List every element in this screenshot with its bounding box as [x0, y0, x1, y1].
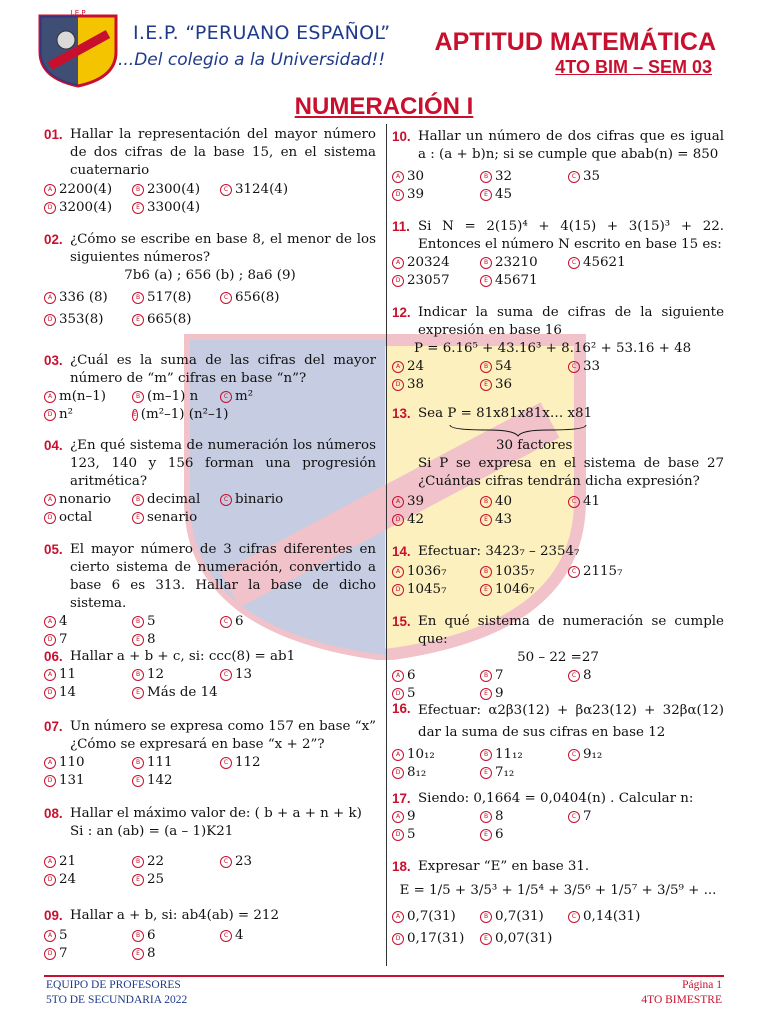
- question-text: Efectuar: α2β3(12) + βα23(12) + 32βα(12) dar la suma de sus cifras en base 12: [418, 703, 724, 740]
- footer-grade: 5TO DE SECUNDARIA 2022: [46, 994, 188, 1006]
- option-c-icon: C: [568, 911, 580, 923]
- question-number: 13.: [392, 406, 411, 421]
- option-a[interactable]: A 30: [392, 168, 480, 186]
- option-b[interactable]: B 0,7(31): [480, 908, 568, 926]
- option-a-icon: A: [392, 257, 404, 269]
- option-d[interactable]: D 7: [44, 631, 132, 649]
- option-b[interactable]: B 11₁₂: [480, 746, 568, 764]
- option-a-icon: A: [392, 811, 404, 823]
- option-d-icon: D: [44, 314, 56, 326]
- option-b[interactable]: B 22: [132, 853, 220, 871]
- question-04: [44, 437, 376, 527]
- brace-icon: [448, 423, 588, 437]
- option-d-icon: D: [392, 275, 404, 287]
- option-a-icon: A: [392, 749, 404, 761]
- option-b[interactable]: B 12: [132, 666, 220, 684]
- option-a-icon: A: [44, 292, 56, 304]
- option-d[interactable]: D 0,17(31): [392, 930, 480, 948]
- option-e-icon: E: [480, 829, 492, 841]
- question-text: Hallar la representación del mayor número de dos cifras de la base 15, en el sistema cuaternario: [70, 127, 376, 178]
- option-a-icon: A: [392, 911, 404, 923]
- option-e[interactable]: E (m²–1) (n²–1): [133, 407, 229, 422]
- option-d-icon: D: [392, 688, 404, 700]
- option-d-icon: D: [392, 829, 404, 841]
- option-d-icon: D: [44, 409, 56, 421]
- week-label: 4TO BIM – SEM 03: [555, 57, 712, 77]
- question-number: 04.: [44, 438, 63, 453]
- svg-text:I.E.P: I.E.P: [70, 9, 86, 17]
- option-d[interactable]: D 353(8): [44, 311, 132, 329]
- question-text: Efectuar: 3423₇ – 2354₇: [418, 544, 580, 559]
- question-number: 11.: [392, 219, 410, 234]
- option-a[interactable]: A 5: [44, 927, 132, 945]
- footer-bimester: 4TO BIMESTRE: [641, 994, 722, 1006]
- option-a-icon: A: [392, 361, 404, 373]
- question-math: E = 1/5 + 3/5³ + 1/5⁴ + 3/5⁶ + 1/5⁷ + 3/5⁹ + ...: [399, 883, 717, 898]
- option-b-icon: B: [132, 757, 144, 769]
- option-e[interactable]: E 7₁₂: [480, 764, 568, 782]
- option-e-icon: E: [480, 189, 492, 201]
- option-d-icon: D: [392, 767, 404, 779]
- option-b-icon: B: [480, 566, 492, 578]
- option-b[interactable]: B 8: [480, 808, 568, 826]
- option-b-icon: B: [132, 494, 144, 506]
- option-d[interactable]: D 14: [44, 684, 132, 702]
- option-b[interactable]: B 1035₇: [480, 563, 568, 581]
- option-e-icon: E: [480, 933, 492, 945]
- question-text: Siendo: 0,1664 = 0,0404(n) . Calcular n:: [418, 791, 694, 806]
- option-b-icon: B: [480, 911, 492, 923]
- option-c-icon: C: [220, 930, 232, 942]
- question-text: Hallar a + b, si: ab4(ab) = 212: [70, 908, 279, 923]
- option-a[interactable]: A 21: [44, 853, 132, 871]
- option-e[interactable]: E Más de 14: [132, 684, 220, 702]
- option-a[interactable]: A 11: [44, 666, 132, 684]
- option-c[interactable]: C 41: [568, 493, 688, 511]
- option-a[interactable]: A 110: [44, 754, 132, 772]
- question-text: ¿Cuál es la suma de las cifras del mayor número de “m” cifras en base “n”?: [70, 353, 376, 386]
- option-b-icon: B: [132, 391, 144, 403]
- option-e-icon: E: [132, 314, 144, 326]
- option-b-icon: B: [480, 257, 492, 269]
- question-02: [44, 231, 376, 329]
- question-math: P = 6.16⁵ + 43.16³ + 8.16² + 53.16 + 48: [414, 341, 692, 356]
- option-c-icon: C: [220, 391, 232, 403]
- option-e[interactable]: E 43: [480, 511, 568, 529]
- option-b-icon: B: [132, 669, 144, 681]
- question-number: 07.: [44, 719, 63, 734]
- footer-divider: [44, 975, 724, 977]
- question-03: [44, 352, 376, 424]
- option-b-icon: B: [132, 184, 144, 196]
- option-d[interactable]: D 8₁₂: [392, 764, 480, 782]
- option-c-icon: C: [220, 856, 232, 868]
- option-b-icon: B: [480, 171, 492, 183]
- option-a-icon: A: [392, 171, 404, 183]
- option-d[interactable]: D 23057: [392, 272, 480, 290]
- option-a-icon: A: [44, 391, 56, 403]
- question-text: ¿En qué sistema de numeración los números 123, 140 y 156 forman una progresión aritmética?: [70, 438, 376, 489]
- school-name: I.E.P. “PERUANO ESPAÑOL”: [133, 22, 391, 44]
- option-a-icon: A: [44, 930, 56, 942]
- option-e-icon: E: [132, 874, 144, 886]
- option-c[interactable]: C 7: [568, 808, 688, 826]
- option-a[interactable]: A 0,7(31): [392, 908, 480, 926]
- option-c-icon: C: [568, 496, 580, 508]
- question-11: [392, 218, 724, 290]
- option-b[interactable]: B 517(8): [132, 289, 220, 307]
- question-12: [392, 304, 724, 394]
- option-a-icon: A: [44, 184, 56, 196]
- footer-page: Página 1: [682, 979, 722, 991]
- option-e-icon: E: [480, 688, 492, 700]
- option-c[interactable]: C 4: [220, 927, 340, 945]
- option-e-icon: E: [132, 409, 138, 421]
- option-a-icon: A: [392, 566, 404, 578]
- option-e[interactable]: E 45671: [480, 272, 568, 290]
- option-d-icon: D: [44, 512, 56, 524]
- option-a-icon: A: [44, 856, 56, 868]
- question-math: 50 – 22 =27: [517, 650, 599, 665]
- option-a[interactable]: A 24: [392, 358, 480, 376]
- option-c-icon: C: [220, 757, 232, 769]
- option-d[interactable]: D 1045₇: [392, 581, 480, 599]
- question-text: El mayor número de 3 cifras diferentes en cierto sistema de numeración, convertido a base 6 es 313. Hallar la base de dicho sistema.: [70, 542, 376, 611]
- option-b-icon: B: [132, 292, 144, 304]
- question-09: [44, 907, 376, 963]
- option-d-icon: D: [44, 687, 56, 699]
- option-c[interactable]: C 6: [220, 613, 340, 631]
- question-text: Indicar la suma de cifras de la siguiente expresión en base 16: [418, 305, 724, 338]
- option-d[interactable]: D 3200(4): [44, 199, 132, 217]
- question-14: [392, 543, 724, 599]
- option-d-icon: D: [392, 379, 404, 391]
- question-text: Expresar “E” en base 31.: [418, 859, 590, 874]
- option-d[interactable]: D 7: [44, 945, 132, 963]
- option-b-icon: B: [132, 930, 144, 942]
- option-d[interactable]: D 42: [392, 511, 480, 529]
- option-c[interactable]: C 9₁₂: [568, 746, 688, 764]
- option-a[interactable]: A 39: [392, 493, 480, 511]
- option-c[interactable]: C 23: [220, 853, 340, 871]
- option-d-icon: D: [392, 933, 404, 945]
- question-05: [44, 541, 376, 649]
- option-b[interactable]: B 7: [480, 667, 568, 685]
- option-b[interactable]: B 54: [480, 358, 568, 376]
- option-c[interactable]: C binario: [220, 491, 340, 509]
- option-b[interactable]: B 40: [480, 493, 568, 511]
- option-c[interactable]: C 656(8): [220, 289, 340, 307]
- question-16: [392, 700, 724, 782]
- option-a[interactable]: A m(n–1): [44, 388, 132, 406]
- option-a-icon: A: [44, 757, 56, 769]
- question-number: 17.: [392, 791, 411, 806]
- option-d-icon: D: [44, 775, 56, 787]
- option-d-icon: D: [392, 584, 404, 596]
- option-a[interactable]: A 2200(4): [44, 181, 132, 199]
- question-18: [392, 858, 724, 948]
- question-text: En qué sistema de numeración se cumple que:: [418, 614, 724, 647]
- option-e[interactable]: E 142: [132, 772, 220, 790]
- question-17: [392, 790, 724, 844]
- question-math: Si : an (ab) = (a – 1)K21: [70, 824, 234, 839]
- question-number: 12.: [392, 305, 411, 320]
- option-c-icon: C: [568, 811, 580, 823]
- option-e[interactable]: E 8: [132, 631, 220, 649]
- option-b[interactable]: B (m–1) n: [132, 388, 220, 406]
- option-c[interactable]: C 0,14(31): [568, 908, 688, 926]
- question-text: Si N = 2(15)⁴ + 4(15) + 3(15)³ + 22. Entonces el número N escrito en base 15 es:: [418, 219, 724, 252]
- option-c[interactable]: C 13: [220, 666, 340, 684]
- question-15: [392, 613, 724, 703]
- option-c-icon: C: [220, 669, 232, 681]
- option-e-icon: E: [480, 767, 492, 779]
- option-b-icon: B: [480, 361, 492, 373]
- option-e-icon: E: [132, 202, 144, 214]
- question-07: [44, 718, 376, 790]
- question-text: Sea P = 81x81x81x… x81: [418, 406, 593, 421]
- option-e[interactable]: E senario: [132, 509, 220, 527]
- option-e[interactable]: E 3300(4): [132, 199, 220, 217]
- question-01: [44, 126, 376, 217]
- option-e[interactable]: E 45: [480, 186, 568, 204]
- option-a-icon: A: [392, 670, 404, 682]
- question-math: 7b6 (a) ; 656 (b) ; 8a6 (9): [124, 268, 296, 283]
- question-number: 10.: [392, 129, 411, 144]
- option-e-icon: E: [132, 687, 144, 699]
- option-a[interactable]: A nonario: [44, 491, 132, 509]
- option-c[interactable]: C m²: [220, 388, 340, 406]
- option-b[interactable]: B 2300(4): [132, 181, 220, 199]
- question-text: ¿Cómo se escribe en base 8, el menor de los siguientes números?: [70, 232, 376, 265]
- option-d-icon: D: [392, 189, 404, 201]
- question-number: 08.: [44, 806, 63, 821]
- option-c-icon: C: [568, 566, 580, 578]
- option-d[interactable]: D 39: [392, 186, 480, 204]
- option-d-icon: D: [44, 948, 56, 960]
- option-c[interactable]: C 35: [568, 168, 688, 186]
- option-e[interactable]: E 6: [480, 826, 568, 844]
- option-c[interactable]: C 8: [568, 667, 688, 685]
- question-text: Un número se expresa como 157 en base “x” ¿Cómo se expresará en base “x + 2”?: [70, 719, 376, 752]
- option-e-icon: E: [132, 775, 144, 787]
- option-d-icon: D: [44, 634, 56, 646]
- option-d-icon: D: [392, 514, 404, 526]
- question-math: 30 factores: [496, 438, 573, 453]
- option-c-icon: C: [220, 616, 232, 628]
- question-number: 06.: [44, 649, 63, 664]
- column-divider: [386, 124, 387, 966]
- option-b-icon: B: [480, 496, 492, 508]
- option-c-icon: C: [220, 494, 232, 506]
- option-e-icon: E: [132, 634, 144, 646]
- option-e[interactable]: E 25: [132, 871, 220, 889]
- option-e-icon: E: [132, 512, 144, 524]
- option-e[interactable]: E 1046₇: [480, 581, 568, 599]
- option-d[interactable]: D 5: [392, 826, 480, 844]
- option-d[interactable]: D octal: [44, 509, 132, 527]
- option-d[interactable]: D 38: [392, 376, 480, 394]
- option-a[interactable]: A 1036₇: [392, 563, 480, 581]
- option-b[interactable]: B 5: [132, 613, 220, 631]
- question-number: 15.: [392, 614, 411, 629]
- question-number: 03.: [44, 353, 63, 368]
- option-a[interactable]: A 4: [44, 613, 132, 631]
- option-c[interactable]: C 2115₇: [568, 563, 688, 581]
- option-b-icon: B: [480, 811, 492, 823]
- option-b[interactable]: B 6: [132, 927, 220, 945]
- question-number: 01.: [44, 127, 63, 142]
- option-e[interactable]: E 36: [480, 376, 568, 394]
- option-c[interactable]: C 3124(4): [220, 181, 340, 199]
- option-b-icon: B: [480, 749, 492, 761]
- option-b[interactable]: B 111: [132, 754, 220, 772]
- option-d-icon: D: [44, 202, 56, 214]
- school-motto: ...Del colegio a la Universidad!!: [118, 50, 386, 70]
- option-e-icon: E: [132, 948, 144, 960]
- option-e-icon: E: [480, 584, 492, 596]
- option-d[interactable]: D 5: [392, 685, 480, 703]
- option-d[interactable]: D n²: [44, 406, 132, 424]
- option-b-icon: B: [132, 856, 144, 868]
- question-06: [44, 648, 376, 702]
- option-e[interactable]: E 8: [132, 945, 220, 963]
- question-number: 14.: [392, 544, 411, 559]
- option-e-icon: E: [480, 275, 492, 287]
- option-d[interactable]: D 131: [44, 772, 132, 790]
- option-c[interactable]: C 45621: [568, 254, 688, 272]
- option-a[interactable]: A 9: [392, 808, 480, 826]
- option-e-icon: E: [480, 379, 492, 391]
- page-title: NUMERACIÓN I: [294, 93, 474, 120]
- option-c[interactable]: C 112: [220, 754, 340, 772]
- school-logo: [30, 8, 126, 88]
- option-b[interactable]: B 23210: [480, 254, 568, 272]
- option-e[interactable]: E 665(8): [132, 311, 220, 329]
- option-e[interactable]: E 0,07(31): [480, 930, 568, 948]
- question-number: 09.: [44, 908, 63, 923]
- question-text: Hallar a + b + c, si: ccc(8) = ab1: [70, 649, 296, 664]
- footer-team: EQUIPO DE PROFESORES: [46, 979, 181, 991]
- option-a-icon: A: [44, 494, 56, 506]
- option-c-icon: C: [568, 171, 580, 183]
- option-c-icon: C: [568, 670, 580, 682]
- option-e-icon: E: [480, 514, 492, 526]
- option-a-icon: A: [44, 669, 56, 681]
- option-d-icon: D: [44, 874, 56, 886]
- option-b[interactable]: B decimal: [132, 491, 220, 509]
- option-d[interactable]: D 24: [44, 871, 132, 889]
- option-a[interactable]: A 10₁₂: [392, 746, 480, 764]
- option-b[interactable]: B 32: [480, 168, 568, 186]
- option-c-icon: C: [220, 292, 232, 304]
- question-10: [392, 128, 724, 204]
- question-13: [392, 405, 724, 529]
- option-b-icon: B: [480, 670, 492, 682]
- option-a[interactable]: A 20324: [392, 254, 480, 272]
- option-a-icon: A: [392, 496, 404, 508]
- question-number: 02.: [44, 232, 63, 247]
- option-e[interactable]: E 9: [480, 685, 568, 703]
- option-c-icon: C: [220, 184, 232, 196]
- option-a[interactable]: A 6: [392, 667, 480, 685]
- question-text: Hallar el máximo valor de: ( b + a + n + k): [70, 806, 362, 821]
- option-c-icon: C: [568, 361, 580, 373]
- option-a-icon: A: [44, 616, 56, 628]
- question-08: [44, 805, 376, 889]
- option-c[interactable]: C 33: [568, 358, 688, 376]
- option-a[interactable]: A 336 (8): [44, 289, 132, 307]
- subject-title: APTITUD MATEMÁTICA: [434, 28, 716, 56]
- option-c-icon: C: [568, 257, 580, 269]
- option-b-icon: B: [132, 616, 144, 628]
- question-number: 16.: [392, 701, 411, 716]
- question-text-2: Si P se expresa en el sistema de base 27 ¿Cuántas cifras tendrán dicha expresión?: [418, 456, 724, 489]
- question-number: 18.: [392, 859, 411, 874]
- option-c-icon: C: [568, 749, 580, 761]
- question-text: Hallar un número de dos cifras que es igual a : (a + b)n; si se cumple que abab(n) = 850: [418, 129, 724, 162]
- question-number: 05.: [44, 542, 63, 557]
